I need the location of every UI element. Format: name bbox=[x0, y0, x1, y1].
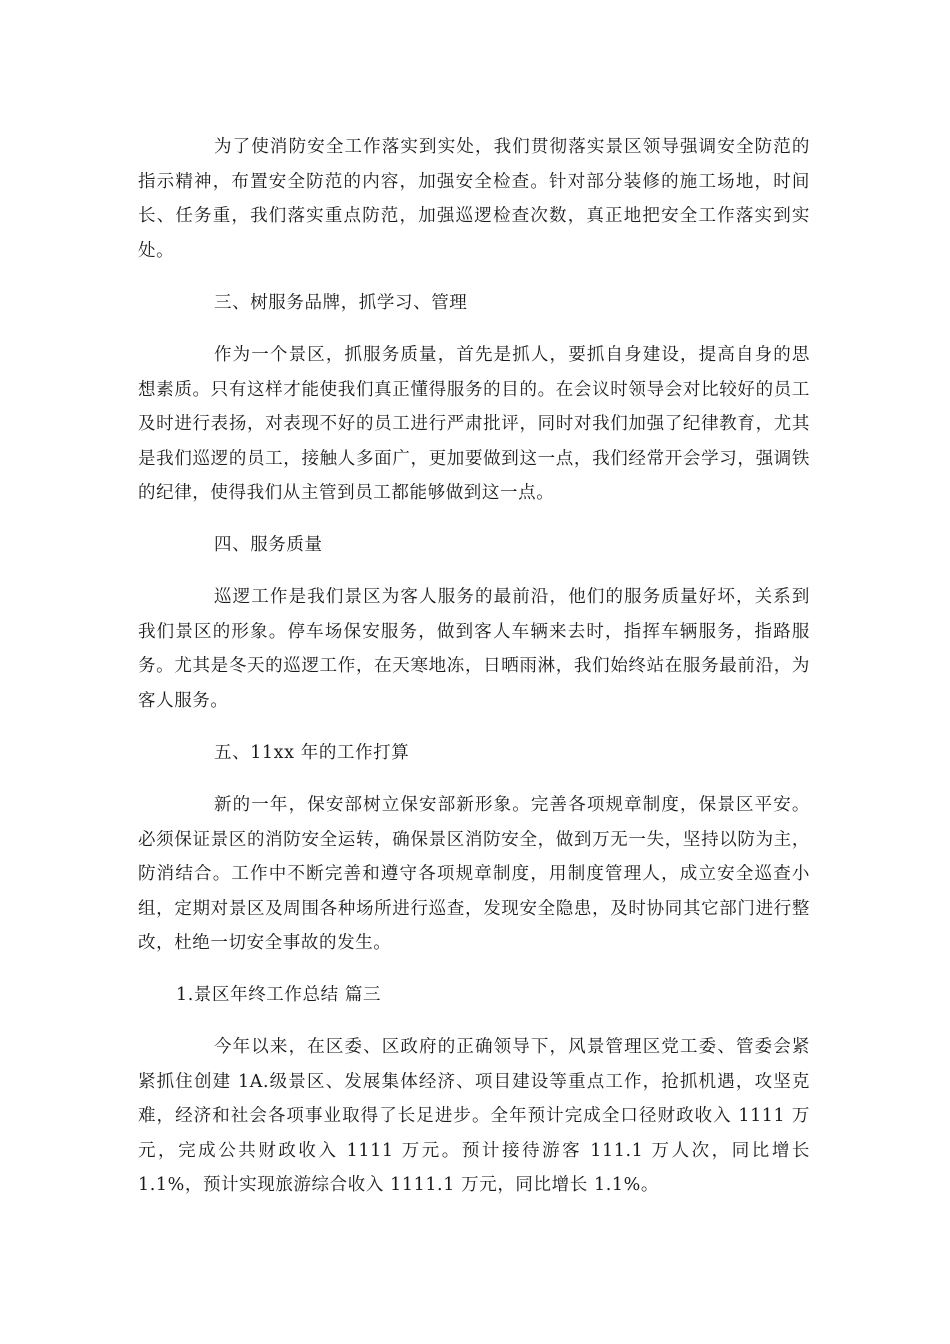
paragraph-work-plan: 新的一年，保安部树立保安部新形象。完善各项规章制度，保景区平安。必须保证景区的消防安全运转，确保景区消防安全，做到万无一失，坚持以防为主，防消结合。工作中不断完善和遵守各项规章制度，用制度管理人，成立安全巡查小组，定期对景区及周围各种场所进行巡查，发现安全隐患，及时协同其它部门进行整改，杜绝一切安全事故的发生。 bbox=[138, 795, 810, 953]
paragraph-fire-safety: 为了使消防安全工作落实到实处，我们贯彻落实景区领导强调安全防范的指示精神，布置安全防范的内容，加强安全检查。针对部分装修的施工场地，时间长、任务重，我们落实重点防范，加强巡逻检查次数，真正地把安全工作落实到实处。 bbox=[138, 137, 810, 261]
paragraph-service-quality: 巡逻工作是我们景区为客人服务的最前沿，他们的服务质量好坏，关系到我们景区的形象。停车场保安服务，做到客人车辆来去时，指挥车辆服务，指路服务。尤其是冬天的巡逻工作，在天寒地冻，日晒雨淋，我们始终站在服务最前沿，为客人服务。 bbox=[138, 587, 810, 711]
heading-section-three: 三、树服务品牌，抓学习、管理 bbox=[214, 293, 468, 313]
paragraph-annual-summary: 今年以来，在区委、区政府的正确领导下，风景管理区党工委、管委会紧紧抓住创建 1A.级景区、发展集体经济、项目建设等重点工作，抢抓机遇，攻坚克难，经济和社会各项事业取得了长足进步。全年预计完成全口径财政收入 1111 万元，完成公共财政收入 1111 万元。预计接待游客 111.1 万人次，同比增长 1.1%，预计实现旅游综合收入 1111.1 万元，同比增长 1.1%。 bbox=[138, 1037, 810, 1195]
paragraph-service-brand: 作为一个景区，抓服务质量，首先是抓人，要抓自身建设，提高自身的思想素质。只有这样才能使我们真正懂得服务的目的。在会议时领导会对比较好的员工及时进行表扬，对表现不好的员工进行严肃批评，同时对我们加强了纪律教育，尤其是我们巡逻的员工，接触人多面广，更加要做到这一点，我们经常开会学习，强调铁的纪律，使得我们从主管到员工都能够做到这一点。 bbox=[138, 345, 810, 503]
heading-part-three: 1.景区年终工作总结 篇三 bbox=[176, 985, 382, 1005]
heading-section-five: 五、11xx 年的工作打算 bbox=[214, 743, 410, 763]
heading-section-four: 四、服务质量 bbox=[214, 535, 323, 555]
